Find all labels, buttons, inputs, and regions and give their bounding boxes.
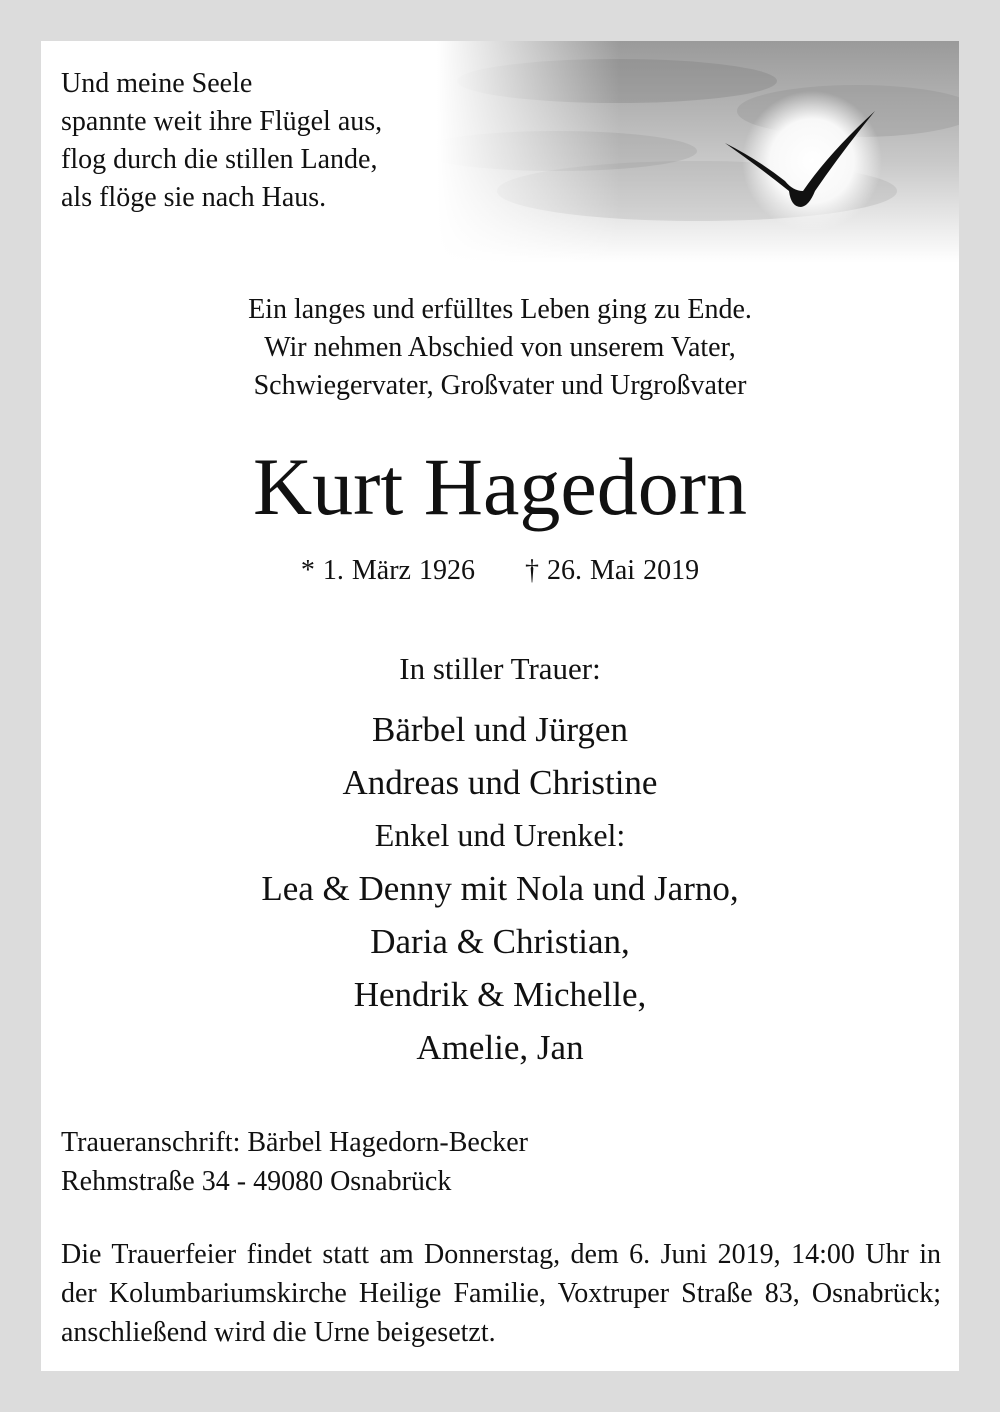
- intro-line: Ein langes und erfülltes Leben ging zu Ende.: [248, 294, 752, 325]
- poem-line: als flöge sie nach Haus.: [61, 182, 327, 213]
- address-line: Rehmstraße 34 - 49080 Osnabrück: [61, 1166, 452, 1197]
- intro-text: [41, 291, 959, 405]
- life-dates: [41, 553, 959, 589]
- address-line: Traueranschrift: Bärbel Hagedorn-Becker: [61, 1127, 529, 1158]
- intro-line: Wir nehmen Abschied von unserem Vater,: [264, 332, 736, 363]
- grandchildren-heading: Enkel und Urenkel:: [374, 817, 626, 853]
- mourner-line: Hendrik & Michelle,: [353, 975, 647, 1014]
- obituary-notice: [41, 41, 959, 1371]
- poem-line: Und meine Seele: [61, 68, 253, 99]
- mourners-list: [41, 703, 959, 1074]
- poem-line: spannte weit ihre Flügel aus,: [61, 106, 383, 137]
- poem: [61, 65, 461, 217]
- bird-moon-image: [437, 41, 959, 263]
- mourning-heading: In stiller Trauer:: [399, 651, 601, 686]
- death-date: † 26. Mai 2019: [524, 555, 700, 586]
- poem-line: flog durch die stillen Lande,: [61, 144, 378, 175]
- mourner-line: Daria & Christian,: [370, 922, 630, 961]
- mourner-line: Amelie, Jan: [416, 1028, 584, 1067]
- mourner-line: Andreas und Christine: [342, 763, 658, 802]
- mourner-line: Bärbel und Jürgen: [372, 710, 628, 749]
- mourning-address: [61, 1123, 941, 1201]
- birth-date: * 1. März 1926: [300, 555, 475, 586]
- deceased-name: Kurt Hagedorn: [252, 441, 748, 532]
- intro-line: Schwiegervater, Großvater und Urgroßvater: [253, 370, 747, 401]
- ceremony-info: Die Trauerfeier findet statt am Donnerstag, dem 6. Juni 2019, 14:00 Uhr in der Kolumbariumskirche Heilige Familie, Voxtruper Straße 83, Osnabrück; anschließend wird die Urne beigesetzt.: [61, 1239, 941, 1348]
- mourner-line: Lea & Denny mit Nola und Jarno,: [261, 869, 739, 908]
